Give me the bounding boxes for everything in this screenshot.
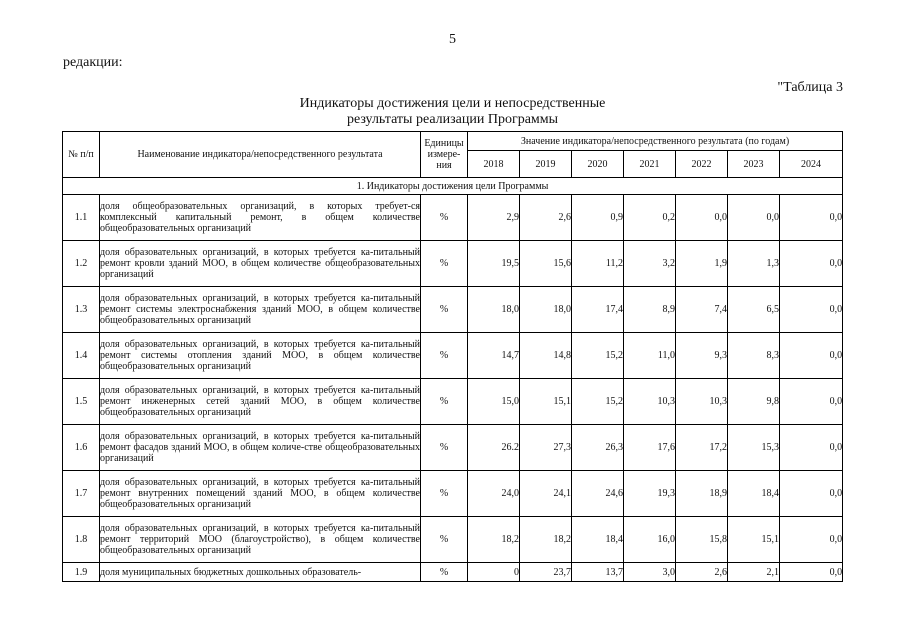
table-row — [63, 195, 843, 241]
table-row — [63, 333, 843, 379]
value-cell: 8,3 — [728, 333, 780, 379]
value-cell: 17,6 — [624, 425, 676, 471]
value-cell: 14,7 — [468, 333, 520, 379]
indicator-name: доля образовательных организаций, в которых требуется ка-питальный ремонт внутренних помещений зданий МОО, в общем количестве общеобразовательных организаций — [100, 471, 421, 517]
value-cell: 17,4 — [572, 287, 624, 333]
unit-cell: % — [421, 563, 468, 582]
header-year: 2024 — [780, 151, 843, 178]
value-cell: 14,8 — [520, 333, 572, 379]
row-number: 1.4 — [63, 333, 100, 379]
value-cell: 18,9 — [676, 471, 728, 517]
table-row — [63, 563, 843, 582]
value-cell: 3,2 — [624, 241, 676, 287]
value-cell: 26,3 — [572, 425, 624, 471]
row-number: 1.9 — [63, 563, 100, 582]
indicator-name: доля образовательных организаций, в которых требуется ка-питальный ремонт системы электроснабжения зданий МОО, в общем количестве общеобразовательных организаций — [100, 287, 421, 333]
header-unit: Единицы измере-ния — [421, 132, 468, 178]
value-cell: 24,6 — [572, 471, 624, 517]
value-cell: 7,4 — [676, 287, 728, 333]
value-cell: 9,3 — [676, 333, 728, 379]
value-cell: 24,0 — [468, 471, 520, 517]
unit-cell: % — [421, 195, 468, 241]
value-cell: 15,1 — [520, 379, 572, 425]
indicator-name: доля общеобразовательных организаций, в которых требует-ся комплексный капитальный ремонт, в общем количестве общеобразовательных организаций — [100, 195, 421, 241]
value-cell: 0,0 — [780, 333, 843, 379]
value-cell: 1,9 — [676, 241, 728, 287]
value-cell: 0,0 — [780, 563, 843, 582]
value-cell: 27,3 — [520, 425, 572, 471]
header-year: 2018 — [468, 151, 520, 178]
value-cell: 0,0 — [780, 517, 843, 563]
value-cell: 10,3 — [676, 379, 728, 425]
value-cell: 3,0 — [624, 563, 676, 582]
value-cell: 0,0 — [780, 471, 843, 517]
header-year: 2020 — [572, 151, 624, 178]
unit-cell: % — [421, 517, 468, 563]
indicator-name: доля муниципальных бюджетных дошкольных образователь- — [100, 563, 421, 582]
value-cell: 18,4 — [728, 471, 780, 517]
header-year: 2019 — [520, 151, 572, 178]
value-cell: 23,7 — [520, 563, 572, 582]
value-cell: 11,2 — [572, 241, 624, 287]
value-cell: 0,0 — [728, 195, 780, 241]
value-cell: 16,0 — [624, 517, 676, 563]
value-cell: 15,2 — [572, 333, 624, 379]
section-title: 1. Индикаторы достижения цели Программы — [63, 178, 843, 195]
row-number: 1.7 — [63, 471, 100, 517]
value-cell: 24,1 — [520, 471, 572, 517]
row-number: 1.5 — [63, 379, 100, 425]
value-cell: 18,4 — [572, 517, 624, 563]
value-cell: 0,0 — [676, 195, 728, 241]
value-cell: 15,2 — [572, 379, 624, 425]
value-cell: 18,0 — [520, 287, 572, 333]
header-year: 2023 — [728, 151, 780, 178]
value-cell: 1,3 — [728, 241, 780, 287]
value-cell: 2,6 — [676, 563, 728, 582]
value-cell: 2,9 — [468, 195, 520, 241]
unit-cell: % — [421, 471, 468, 517]
indicator-name: доля образовательных организаций, в которых требуется ка-питальный ремонт территорий МОО (благоустройство), в общем количестве общеобразовательных организаций — [100, 517, 421, 563]
unit-cell: % — [421, 287, 468, 333]
header-year: 2021 — [624, 151, 676, 178]
value-cell: 19,5 — [468, 241, 520, 287]
table-title-line-2: результаты реализации Программы — [346, 112, 559, 127]
value-cell: 0,0 — [780, 287, 843, 333]
row-number: 1.8 — [63, 517, 100, 563]
table-row — [63, 425, 843, 471]
table-row — [63, 517, 843, 563]
table-row — [63, 241, 843, 287]
header-num: № п/п — [63, 132, 100, 178]
value-cell: 15,6 — [520, 241, 572, 287]
indicator-name: доля образовательных организаций, в которых требуется ка-питальный ремонт инженерных сетей зданий МОО, в общем количестве общеобразовательных организаций — [100, 379, 421, 425]
value-cell: 17,2 — [676, 425, 728, 471]
unit-cell: % — [421, 241, 468, 287]
value-cell: 6,5 — [728, 287, 780, 333]
table-row — [63, 471, 843, 517]
value-cell: 13,7 — [572, 563, 624, 582]
value-cell: 19,3 — [624, 471, 676, 517]
row-number: 1.1 — [63, 195, 100, 241]
header-year: 2022 — [676, 151, 728, 178]
value-cell: 8,9 — [624, 287, 676, 333]
page-number: 5 — [449, 32, 456, 47]
table-row — [63, 287, 843, 333]
value-cell: 15,3 — [728, 425, 780, 471]
section-row — [63, 178, 843, 195]
table-title — [0, 96, 905, 128]
value-cell: 11,0 — [624, 333, 676, 379]
unit-cell: % — [421, 333, 468, 379]
intro-text: редакции: — [63, 55, 123, 70]
row-number: 1.2 — [63, 241, 100, 287]
value-cell: 0 — [468, 563, 520, 582]
value-cell: 15,0 — [468, 379, 520, 425]
table-row — [63, 379, 843, 425]
value-cell: 9,8 — [728, 379, 780, 425]
value-cell: 10,3 — [624, 379, 676, 425]
row-number: 1.6 — [63, 425, 100, 471]
table-title-line-1: Индикаторы достижения цели и непосредственные — [299, 96, 606, 111]
row-number: 1.3 — [63, 287, 100, 333]
header-row — [63, 132, 843, 151]
value-cell: 18,2 — [520, 517, 572, 563]
value-cell: 0,0 — [780, 195, 843, 241]
unit-cell: % — [421, 425, 468, 471]
value-cell: 18,0 — [468, 287, 520, 333]
value-cell: 0,0 — [780, 241, 843, 287]
value-cell: 18,2 — [468, 517, 520, 563]
value-cell: 0,9 — [572, 195, 624, 241]
value-cell: 15,1 — [728, 517, 780, 563]
value-cell: 26.2 — [468, 425, 520, 471]
table-label: "Таблица 3 — [777, 80, 843, 95]
value-cell: 0,0 — [780, 379, 843, 425]
indicator-name: доля образовательных организаций, в которых требуется ка-питальный ремонт кровли зданий МОО, в общем количестве общеобразовательных организаций — [100, 241, 421, 287]
value-cell: 2,6 — [520, 195, 572, 241]
indicator-name: доля образовательных организаций, в которых требуется ка-питальный ремонт системы отопления зданий МОО, в общем количестве общеобразовательных организаций — [100, 333, 421, 379]
value-cell: 0,2 — [624, 195, 676, 241]
unit-cell: % — [421, 379, 468, 425]
indicators-table — [62, 131, 843, 582]
value-cell: 15,8 — [676, 517, 728, 563]
header-name: Наименование индикатора/непосредственного результата — [100, 132, 421, 178]
table-body — [63, 195, 843, 582]
value-cell: 0,0 — [780, 425, 843, 471]
value-cell: 2,1 — [728, 563, 780, 582]
header-values-group: Значение индикатора/непосредственного результата (по годам) — [468, 132, 843, 151]
indicator-name: доля образовательных организаций, в которых требуется ка-питальный ремонт фасадов зданий МОО, в общем количе-стве общеобразовательных организаций — [100, 425, 421, 471]
